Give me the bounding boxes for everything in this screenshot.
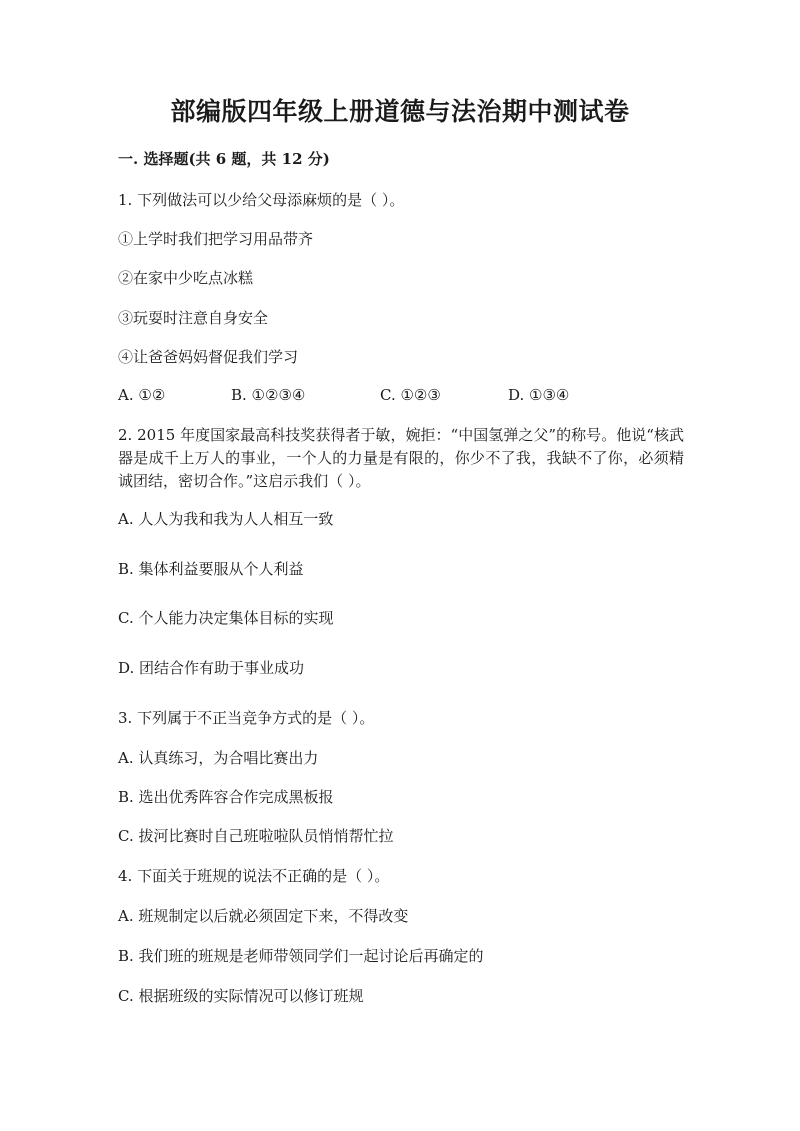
question-3-option-a: A. 认真练习，为合唱比赛出力 xyxy=(118,749,319,767)
question-1-option-c: C. ①②③ xyxy=(380,386,441,404)
question-2-option-c: C. 个人能力决定集体目标的实现 xyxy=(118,609,334,627)
question-1-option-a: A. ①② xyxy=(118,386,166,404)
question-1-option-b: B. ①②③④ xyxy=(231,386,306,404)
page-title: 部编版四年级上册道德与法治期中测试卷 xyxy=(170,97,630,126)
question-4-option-b: B. 我们班的班规是老师带领同学们一起讨论后再确定的 xyxy=(118,947,484,965)
question-2-option-d: D. 团结合作有助于事业成功 xyxy=(118,659,305,677)
section-heading: 一. 选择题(共 6 题，共 12 分) xyxy=(118,150,330,168)
question-1-stem: 1. 下列做法可以少给父母添麻烦的是（ ）。 xyxy=(118,191,405,209)
question-2-stem: 2. 2015 年度国家最高科技奖获得者于敏，婉拒：“中国氢弹之父”的称号。他说“核武器是成千上万人的事业，一个人的力量是有限的，你少不了我，我缺不了你，必须精诚团结，密切合作。”这启示我们（ ）。 xyxy=(118,426,684,490)
question-4-stem: 4. 下面关于班规的说法不正确的是（ ）。 xyxy=(118,867,390,885)
question-2-option-a: A. 人人为我和我为人人相互一致 xyxy=(118,510,334,528)
question-2-option-b: B. 集体利益要服从个人利益 xyxy=(118,560,304,578)
question-3-option-b: B. 选出优秀阵容合作完成黑板报 xyxy=(118,788,334,806)
question-1-item-2: ②在家中少吃点冰糕 xyxy=(118,269,254,287)
question-1-item-3: ③玩耍时注意自身安全 xyxy=(118,309,269,327)
question-1-item-1: ①上学时我们把学习用品带齐 xyxy=(118,230,314,248)
question-1-item-4: ④让爸爸妈妈督促我们学习 xyxy=(118,348,299,366)
question-4-option-a: A. 班规制定以后就必须固定下来，不得改变 xyxy=(118,907,409,925)
question-3-stem: 3. 下列属于不正当竞争方式的是（ ）。 xyxy=(118,709,375,727)
question-4-option-c: C. 根据班级的实际情况可以修订班规 xyxy=(118,987,364,1005)
question-3-option-c: C. 拔河比赛时自己班啦啦队员悄悄帮忙拉 xyxy=(118,827,394,845)
question-1-option-d: D. ①③④ xyxy=(508,386,570,404)
